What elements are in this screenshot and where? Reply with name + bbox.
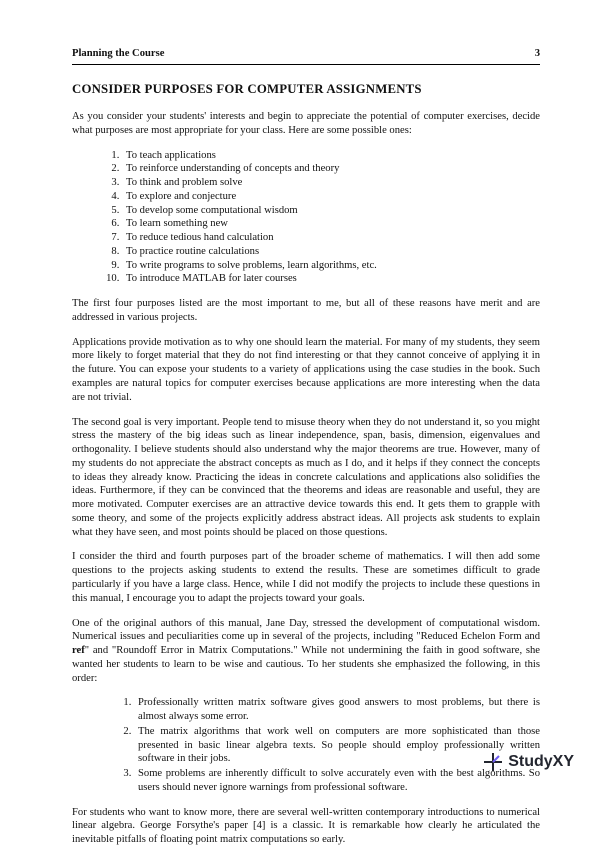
closing-paragraph: For students who want to know more, there are several well-written contemporary introductions to numerical linear algebra. George Forsythe's paper [4] is a classic. It is remarkable how clearly he articulated the inevitable pitfalls of floating point matrix computations so early. — [72, 806, 540, 846]
running-header — [72, 48, 540, 65]
header-page-number: 3 — [534, 48, 540, 59]
studyxy-logo — [483, 752, 574, 772]
paragraph: The first four purposes listed are the most important to me, but all of these reasons have merit and are addressed in various projects. — [72, 298, 540, 323]
plus-icon — [483, 752, 503, 772]
purpose-item: 8. To practice routine calculations — [122, 245, 540, 259]
header-title: Planning the Course — [72, 48, 165, 59]
wisdom-list — [72, 696, 540, 794]
purpose-item: 4. To explore and conjecture — [122, 190, 540, 204]
purpose-item: 5. To develop some computational wisdom — [122, 204, 540, 218]
brand-study: Study — [508, 753, 553, 770]
wisdom-item: 2. The matrix algorithms that work well on computers are more sophisticated than those presented in basic linear algebra texts. So people should employ professionally written software in their jobs. — [134, 725, 540, 766]
intro-paragraph: As you consider your students' interests and begin to appreciate the potential of computer exercises, decide what purposes are most appropriate for your class. Here are some possible ones: — [72, 111, 540, 136]
paragraph: Applications provide motivation as to why one should learn the material. For many of my students, they seem more likely to forget material that they do not find interesting or that they cannot conceive of applying it in the future. You can expose your students to a variety of applications using the case studies in the book. Such examples are natural topics for computer exercises because applications are more interesting when the data are not trivial. — [72, 336, 540, 403]
purpose-item: 10. To introduce MATLAB for later courses — [122, 272, 540, 286]
paragraph: I consider the third and fourth purposes part of the broader scheme of mathematics. I will then add some questions to the projects asking students to extend the results. These are sometimes difficult to grade particularly if you have a large class. Hence, while I did not modify the projects to include these questions in this manual, I encourage you to adapt the projects toward your goals. — [72, 551, 540, 604]
purpose-item: 1. To teach applications — [122, 149, 540, 163]
purpose-item: 9. To write programs to solve problems, learn algorithms, etc. — [122, 259, 540, 273]
purpose-item: 7. To reduce tedious hand calculation — [122, 231, 540, 245]
ref-bold-text: ref — [72, 645, 85, 657]
wisdom-item: 1. Professionally written matrix software gives good answers to most problems, but there is almost always some error. — [134, 696, 540, 724]
wisdom-intro-paragraph: One of the original authors of this manual, Jane Day, stressed the development of computational wisdom. Numerical issues and peculiarities come up in several of the projects, including "Reduced Echelon Form and ref" and "Roundoff Error in Matrix Computations." While not undermining the faith in good software, she wanted her students to learn to be wise and cautious. To her students she emphasized the following, in this order: — [72, 617, 540, 684]
brand-xy: XY — [552, 753, 574, 770]
page-title: CONSIDER PURPOSES FOR COMPUTER ASSIGNMENTS — [72, 82, 422, 96]
brand-text — [508, 753, 574, 771]
wisdom-item: 3. Some problems are inherently difficult to solve accurately even with the best algorithms. So users should never ignore warnings from professional software. — [134, 767, 540, 795]
purpose-item: 3. To think and problem solve — [122, 176, 540, 190]
purpose-item: 2. To reinforce understanding of concepts and theory — [122, 162, 540, 176]
paragraph: The second goal is very important. People tend to misuse theory when they do not understand it, so you might stress the mastery of the big ideas such as linear independence, span, basis, dimension, eigenvalues and orthogonality. I believe students should also understand why the major theorems are true. However, many of my students do not appreciate the abstract concepts as much as I do, and it helps if they connect the concepts to ideas they already know. Practicing the ideas in concrete calculations and applications also solidifies the ideas. Furthermore, if they can be convinced that the theorems and ideas are reasonable and useful, they are more motivated. Computer exercises are an attractive device towards this end. It gets them to grapple with some theory, and some of the projects explicitly address abstract ideas. All projects ask students to explain what they have seen, and most points should be placed on those questions. — [72, 416, 540, 538]
purpose-list — [72, 149, 540, 287]
purpose-item: 6. To learn something new — [122, 217, 540, 231]
